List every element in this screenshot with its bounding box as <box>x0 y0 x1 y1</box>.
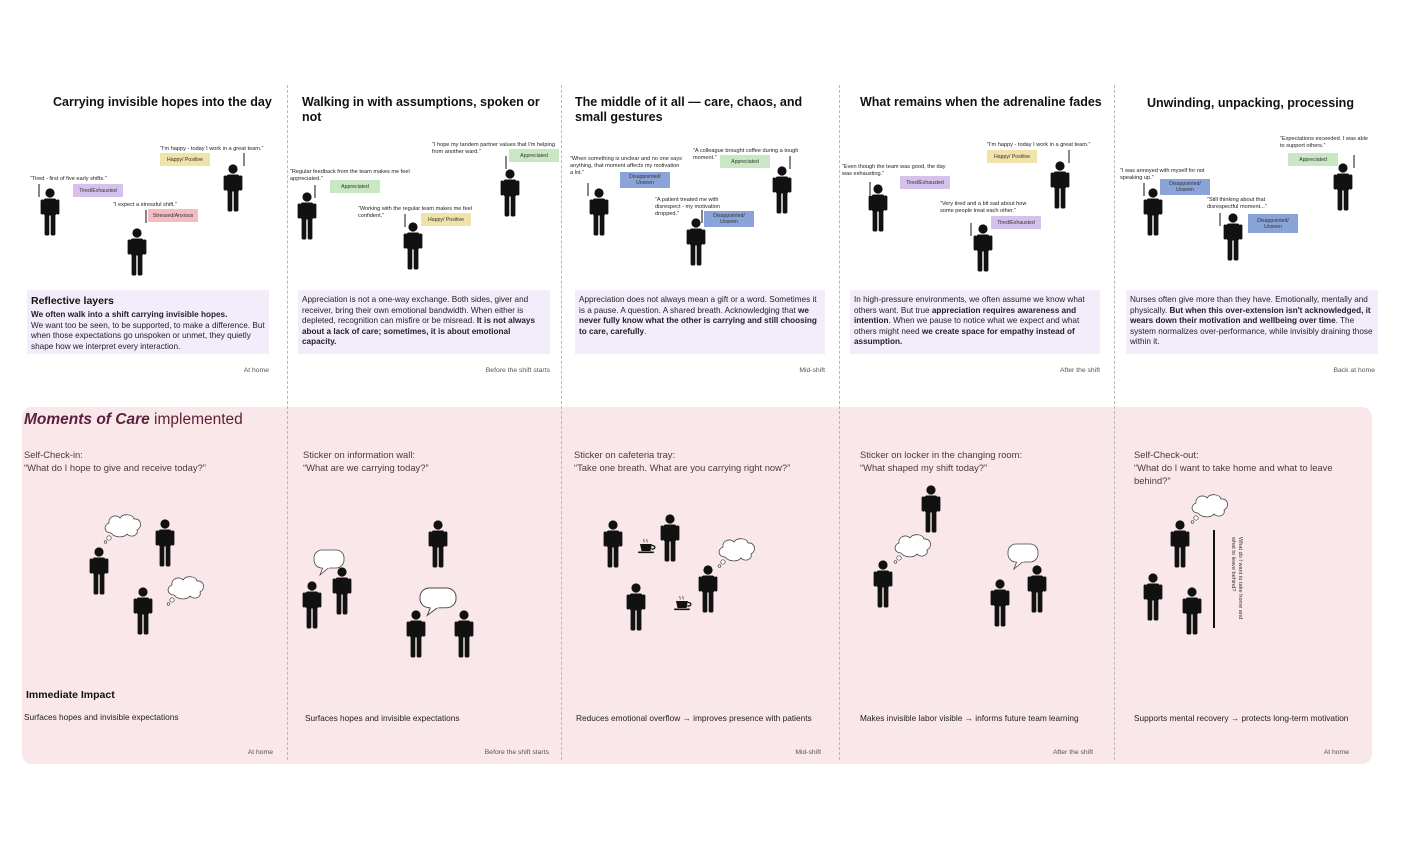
person-icon <box>40 188 62 236</box>
reflective-text: Appreciation is not a one-way exchange. Both sides, giver and receiver, bring their own emotional bandwidth. When either is depleted, recognition can misfire or be misread. It is not always about a lack of care; sometimes, it is about emotional capacity. <box>302 295 536 347</box>
phase-label: Back at home <box>1333 367 1375 374</box>
care-prompt: Self-Check-out: “What do I want to take home and what to leave behind?” <box>1134 449 1333 486</box>
person-icon <box>297 192 319 240</box>
person-icon <box>1182 587 1204 635</box>
column-title: Unwinding, unpacking, processing <box>1147 96 1354 110</box>
phase-label: After the shift <box>1052 749 1093 756</box>
emotion-tag: Appreciated <box>330 180 380 193</box>
coffee-cup-icon <box>638 538 656 554</box>
care-prompt: Sticker on locker in the changing room: “What shaped my shift today?” <box>860 449 1023 473</box>
quote: “A colleague brought coffee during a tough moment.” <box>693 148 799 161</box>
person-icon <box>873 560 895 608</box>
thought-bubble-icon <box>1190 493 1230 523</box>
quote: “Regular feedback from the team makes me feel appreciated.” <box>290 169 410 182</box>
emotion-tag: Disappointed/ Unseen <box>1248 214 1298 233</box>
quote: “Still thinking about that disrespectful moment...” <box>1207 197 1267 210</box>
quote: “A patient treated me with disrespect - my motivation dropped.” <box>655 197 720 217</box>
emotion-tag: Appreciated <box>720 155 770 168</box>
person-icon <box>589 188 611 236</box>
emotion-tag: Appreciated <box>509 149 559 162</box>
vertical-divider-line <box>1213 530 1215 628</box>
quote-marker <box>505 156 507 169</box>
person-icon <box>973 224 995 272</box>
impact-text: Makes invisible labor visible → informs future team learning <box>860 713 1079 723</box>
emotion-tag: Disappointed/ Unseen <box>620 172 670 188</box>
quote: “I'm happy - today I work in a great team.” <box>987 142 1091 148</box>
person-icon <box>1143 188 1165 236</box>
person-icon <box>428 520 450 568</box>
person-icon <box>403 222 425 270</box>
quote: “Working with the regular team makes me feel confident.” <box>358 206 472 219</box>
person-icon <box>698 565 720 613</box>
thought-bubble-icon <box>166 575 206 605</box>
thought-bubble-icon <box>103 513 143 543</box>
quote: “I hope my tandem partner values that I'm helping from another ward.” <box>432 142 555 155</box>
emotion-tag: Disappointed/ Unseen <box>704 211 754 227</box>
care-prompt: Self-Check-in: “What do I hope to give and receive today?” <box>24 449 206 473</box>
column-divider <box>287 85 288 760</box>
impact-text: Supports mental recovery → protects long-term motivation <box>1134 713 1349 723</box>
emotion-tag: Tired/Exhausted <box>991 216 1041 229</box>
person-icon <box>332 567 354 615</box>
emotion-tag: Tired/Exhausted <box>900 176 950 189</box>
phase-label: At home <box>247 749 273 756</box>
person-icon <box>302 581 324 629</box>
reflective-layers-box <box>575 290 825 354</box>
reflective-layers-box <box>1126 290 1378 354</box>
impact-text: Reduces emotional overflow → improves presence with patients <box>576 713 812 723</box>
impact-heading: Immediate Impact <box>26 689 115 701</box>
column-divider <box>839 85 840 760</box>
person-icon <box>223 164 245 212</box>
reflective-text: We often walk into a shift carrying invisible hopes. We want too be seen, to be supported, to make a difference. But when those expectations go unspoken or unmet, they quietly shape how we interpret every interaction. <box>31 310 265 351</box>
quote-marker <box>1219 213 1221 226</box>
reflective-layers-box <box>27 290 269 354</box>
thought-bubble-icon <box>717 537 757 567</box>
column-divider <box>1114 85 1115 760</box>
person-icon <box>1027 565 1049 613</box>
thought-bubble-icon <box>893 533 933 563</box>
column-title: Walking in with assumptions, spoken or not <box>302 95 540 124</box>
care-prompt: Sticker on cafeteria tray: “Take one breath. What are you carrying right now?” <box>574 449 791 473</box>
phase-label: Mid-shift <box>795 749 821 756</box>
person-icon <box>454 610 476 658</box>
quote-marker <box>970 223 972 236</box>
reflective-text: In high-pressure environments, we often assume we know what others want. But true appreciation requires awareness and intention. When we pause to notice what we expect and what others might need we create space for empathy instead of assumption. <box>854 295 1085 347</box>
emotion-tag: Stressed/Anxious <box>148 209 198 222</box>
quote: “Tired - first of five early shifts.” <box>30 176 107 182</box>
reflective-layers-box <box>298 290 550 354</box>
person-icon <box>1223 213 1245 261</box>
person-icon <box>155 519 177 567</box>
phase-label: At home <box>243 367 269 374</box>
person-icon <box>626 583 648 631</box>
person-icon <box>89 547 111 595</box>
quote: “Expectations exceeded. I was able to support others.” <box>1280 136 1368 149</box>
column-divider <box>561 85 562 760</box>
impact-text: Surfaces hopes and invisible expectations <box>24 712 179 722</box>
quote: “When something is unclear and no one says anything, that moment affects my motivation a lot.” <box>570 156 682 176</box>
quote: “I expect a stressful shift.” <box>113 202 177 208</box>
emotion-tag: Happy/ Positive <box>987 150 1037 163</box>
person-icon <box>500 169 522 217</box>
emotion-tag: Happy/ Positive <box>160 153 210 166</box>
person-icon <box>660 514 682 562</box>
person-icon <box>603 520 625 568</box>
vertical-note: What do I want to take home and what to leave behind? <box>1230 537 1243 620</box>
column-title: Carrying invisible hopes into the day <box>53 95 272 109</box>
reflective-text: Nurses often give more than they have. Emotionally, mentally and physically. But when this over-extension isn't acknowledged, it wears down their motivation and wellbeing over time. The system normalizes over-performance, while invisibly draining those within it. <box>1130 295 1373 347</box>
emotion-tag: Happy/ Positive <box>421 213 471 226</box>
coffee-cup-icon <box>674 595 692 611</box>
phase-label: Before the shift starts <box>485 367 550 374</box>
emotion-tag: Tired/Exhausted <box>73 184 123 197</box>
person-icon <box>406 610 428 658</box>
emotion-tag: Appreciated <box>1288 153 1338 166</box>
phase-label: After the shift <box>1059 367 1100 374</box>
person-icon <box>1050 161 1072 209</box>
person-icon <box>990 579 1012 627</box>
person-icon <box>772 166 794 214</box>
phase-label: At home <box>1323 749 1349 756</box>
person-icon <box>868 184 890 232</box>
person-icon <box>133 587 155 635</box>
impact-text: Surfaces hopes and invisible expectations <box>305 713 460 723</box>
phase-label: Before the shift starts <box>484 749 549 756</box>
quote-marker <box>145 210 147 223</box>
column-title: The middle of it all — care, chaos, and small gestures <box>575 95 803 124</box>
person-icon <box>686 218 708 266</box>
reflective-layers-box <box>850 290 1100 354</box>
reflective-text: Appreciation does not always mean a gift or a word. Sometimes it is a pause. A question. A shared breath. Acknowledging that we never fully know what the other is carrying and still choosing to care, carefully. <box>579 295 817 336</box>
quote: “Even though the team was good, the day was exhausting.” <box>842 164 946 177</box>
column-title: What remains when the adrenaline fades <box>860 95 1102 109</box>
care-prompt: Sticker on information wall: “What are we carrying today?” <box>303 449 429 473</box>
quote: “I'm happy - today I work in a great team.” <box>160 146 264 152</box>
moments-of-care-title: Moments of Care implemented <box>24 411 243 428</box>
person-icon <box>1170 520 1192 568</box>
emotion-tag: Disappointed/ Unseen <box>1160 179 1210 195</box>
phase-label: Mid-shift <box>799 367 825 374</box>
quote: “Very tired and a bit sad about how some people treat each other.” <box>940 201 1027 214</box>
person-icon <box>921 485 943 533</box>
person-icon <box>1143 573 1165 621</box>
quote: “I was annoyed with myself for not speaking up.” <box>1120 168 1205 181</box>
person-icon <box>1333 163 1355 211</box>
person-icon <box>127 228 149 276</box>
reflective-heading: Reflective layers <box>31 295 114 307</box>
